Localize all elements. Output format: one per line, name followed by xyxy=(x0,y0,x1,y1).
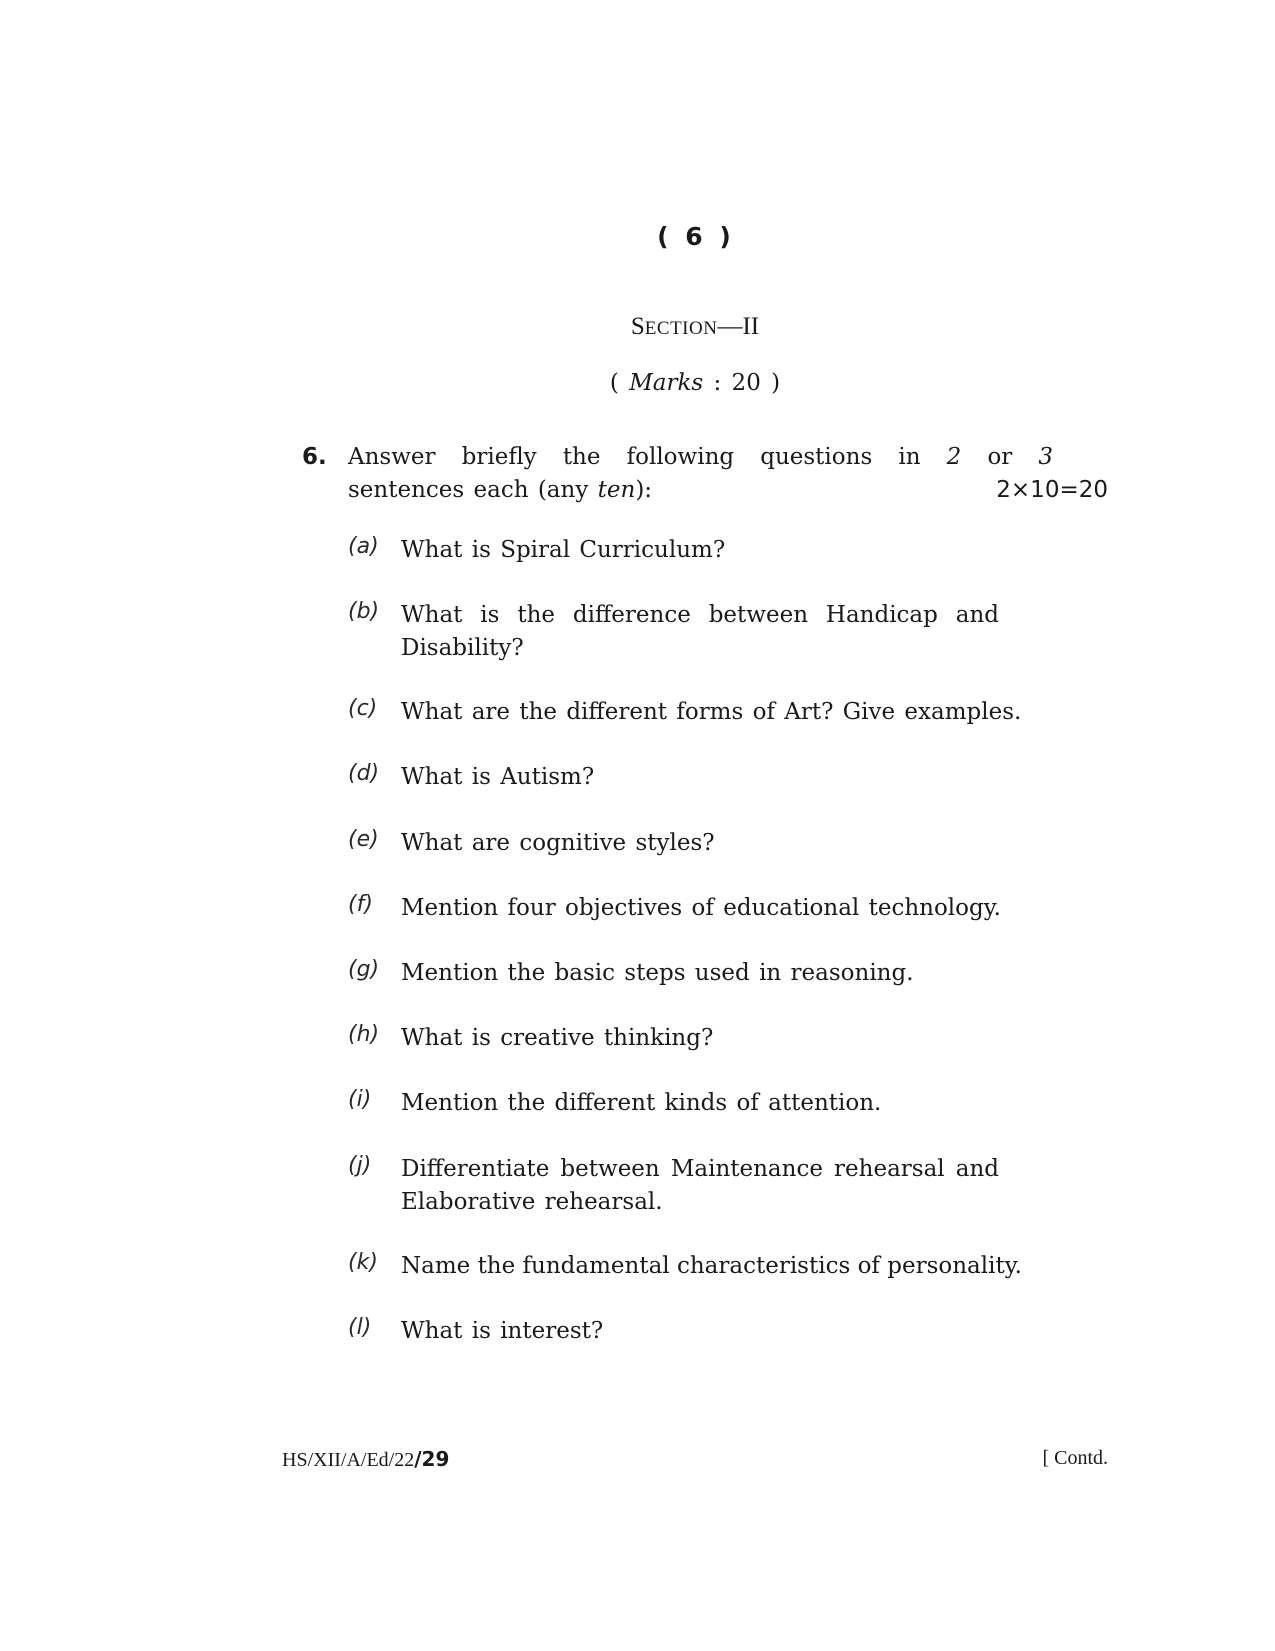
question-marks: 2×10=20 xyxy=(996,477,1108,503)
instruction-number: 3 xyxy=(1038,444,1054,470)
instruction-number: 2 xyxy=(946,444,962,470)
paper-code-regular: HS/XII/A/Ed/22 xyxy=(282,1449,415,1471)
continued-marker: [ Contd. xyxy=(1042,1447,1108,1469)
sub-question-label: (g) xyxy=(348,957,380,982)
section-heading-number: —II xyxy=(717,313,760,340)
instruction-italic: ten xyxy=(597,477,636,503)
section-heading-smallcaps: ECTION xyxy=(644,318,718,339)
sub-question-label: (i) xyxy=(348,1087,372,1112)
sub-question-text: What are the different forms of Art? Give examples. xyxy=(401,699,1022,725)
sub-question-text: What are cognitive styles? xyxy=(401,830,715,856)
sub-question-text: What is Autism? xyxy=(401,764,595,790)
sub-question-line1: Differentiate between Maintenance rehearsal and xyxy=(401,1156,999,1182)
paper-code xyxy=(282,1447,449,1472)
instruction-word: questions xyxy=(760,444,873,470)
marks-value: : 20 ) xyxy=(703,370,781,396)
sub-question-label: (b) xyxy=(348,599,380,624)
sub-question-text: What is interest? xyxy=(401,1318,604,1344)
instruction-word: following xyxy=(626,444,735,470)
sub-question-label: (e) xyxy=(348,827,379,852)
sub-question-text: What is Spiral Curriculum? xyxy=(401,537,726,563)
section-marks xyxy=(0,370,1275,396)
instruction-text: sentences each (any xyxy=(348,477,598,503)
page-number: ( 6 ) xyxy=(657,222,733,251)
instruction-word: or xyxy=(987,444,1013,470)
section-heading-initial: S xyxy=(630,313,645,340)
sub-question-label: (f) xyxy=(348,892,373,917)
question-number: 6. xyxy=(302,444,327,470)
sub-question-label: (k) xyxy=(348,1250,378,1275)
sub-question-label: (c) xyxy=(348,696,378,721)
sub-question-b xyxy=(348,599,1050,679)
instruction-word: the xyxy=(562,444,601,470)
sub-question-text: Mention the different kinds of attention. xyxy=(401,1090,882,1116)
marks-word: Marks xyxy=(629,370,704,396)
sub-question-text: Name the fundamental characteristics of personality. xyxy=(401,1253,1022,1279)
sub-question-label: (j) xyxy=(348,1153,372,1178)
sub-question-text: What is creative thinking? xyxy=(401,1025,714,1051)
sub-question-label: (h) xyxy=(348,1022,380,1047)
sub-question-text: Mention four objectives of educational technology. xyxy=(401,895,1001,921)
sub-question-j xyxy=(348,1153,1050,1233)
sub-question-label: (l) xyxy=(348,1315,372,1340)
marks-open: ( xyxy=(609,370,630,396)
sub-question-text xyxy=(401,599,999,665)
sub-question-label: (d) xyxy=(348,761,380,786)
sub-question-text: Mention the basic steps used in reasoning. xyxy=(401,960,914,986)
question-instruction-line2 xyxy=(348,477,652,503)
sub-question-line2: Elaborative rehearsal. xyxy=(401,1189,663,1215)
paper-code-bold: /29 xyxy=(414,1447,450,1471)
sub-question-text xyxy=(401,1153,999,1219)
sub-question-l xyxy=(348,1315,1050,1395)
instruction-word: Answer xyxy=(348,444,436,470)
instruction-text: ): xyxy=(635,477,653,503)
sub-question-line1: What is the difference between Handicap and xyxy=(401,602,999,628)
section-heading xyxy=(0,313,1275,341)
question-instruction-line1 xyxy=(348,444,1053,470)
instruction-word: briefly xyxy=(461,444,537,470)
sub-question-line2: Disability? xyxy=(401,635,524,661)
sub-question-label: (a) xyxy=(348,534,379,559)
instruction-word: in xyxy=(898,444,921,470)
